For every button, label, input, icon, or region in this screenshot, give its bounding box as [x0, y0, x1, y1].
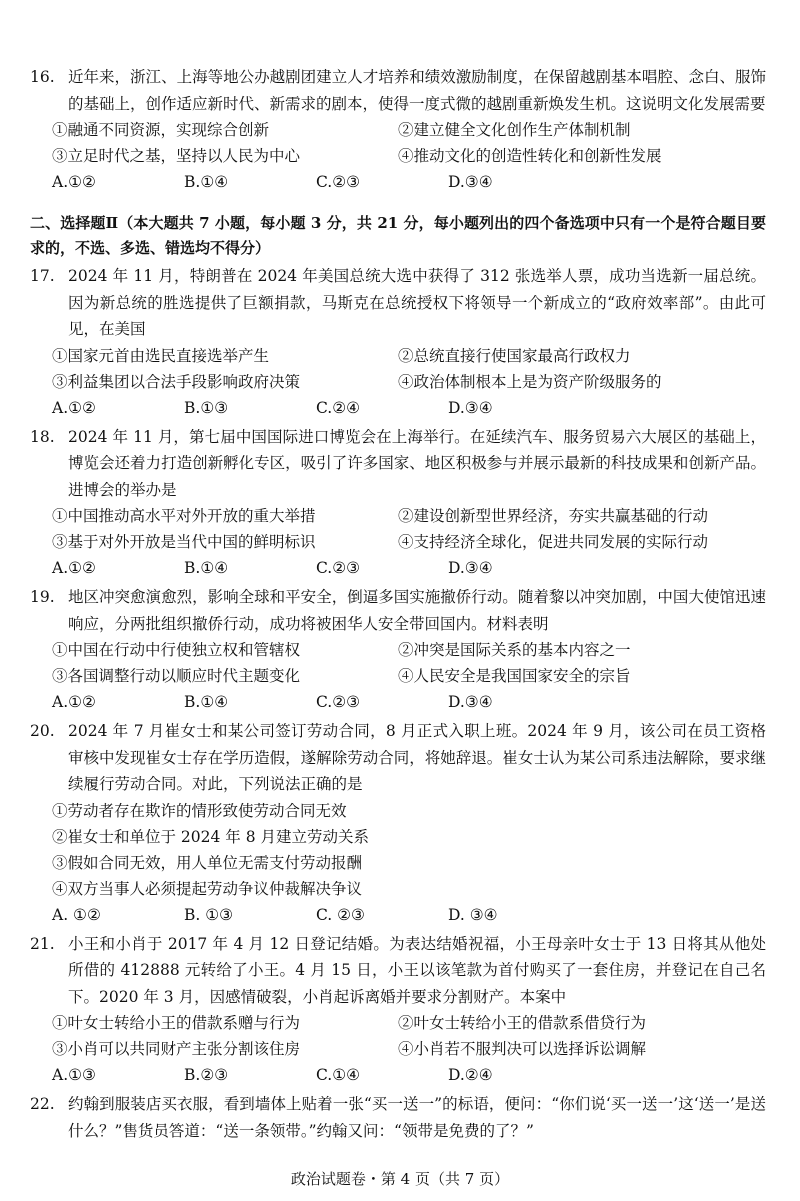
answer-c: C.②③	[316, 559, 361, 577]
question-number: 21.	[30, 934, 55, 953]
answer-d: D.③④	[448, 398, 493, 417]
answer-b: B.①④	[184, 173, 229, 191]
answer-c: C. ②③	[316, 905, 365, 924]
answer-d: D.③④	[448, 559, 493, 577]
question-number: 22.	[30, 1095, 55, 1113]
answer-b: B.①④	[184, 559, 229, 577]
answer-b: B. ①③	[184, 905, 234, 924]
question-number: 19.	[30, 588, 55, 606]
question-stem: 近年来，浙江、上海等地公办越剧团建立人才培养和绩效激励制度，在保留越剧基本唱腔、念白、服饰的基础上，创作适应新时代、新需求的剧本，使得一度式微的越剧重新焕发生机。这说明文化发展需要	[68, 68, 766, 113]
question-stem: 2024 年 7 月崔女士和某公司签订劳动合同，8 月正式入职上班。2024 年 9 月，该公司在员工资格审核中发现崔女士存在学历造假，遂解除劳动合同，将她辞退。崔女士认为某公司系违法解除，要求继续履行劳动合同。对此，下列说法正确的是	[68, 722, 766, 793]
answer-a: A.①②	[52, 559, 96, 577]
option-4: ④推动文化的创造性转化和创新性发展	[398, 147, 662, 165]
option-2: ②冲突是国际关系的基本内容之一	[398, 641, 631, 659]
option-4: ④人民安全是我国国家安全的宗旨	[398, 667, 631, 685]
answer-c: C.②④	[316, 398, 361, 417]
option-3: ③小肖可以共同财产主张分割该住房	[52, 1040, 301, 1058]
answer-d: D.②④	[448, 1066, 493, 1084]
option-3: ③假如合同无效，用人单位无需支付劳动报酬	[52, 853, 363, 872]
page-footer: 政治试题卷・第 4 页（共 7 页）	[290, 1170, 510, 1188]
question-number: 16.	[30, 68, 55, 86]
option-4: ④支持经济全球化，促进共同发展的实际行动	[398, 533, 709, 551]
question-stem: 2024 年 11 月，第七届中国国际进口博览会在上海举行。在延续汽车、服务贸易六大展区的基础上，博览会还着力打造创新孵化专区，吸引了许多国家、地区积极参与并展示最新的科技成果和创新产品。进博会的举办是	[68, 427, 766, 499]
option-1: ①中国推动高水平对外开放的重大举措	[52, 507, 316, 525]
option-2: ②总统直接行使国家最高行政权力	[398, 346, 631, 365]
option-4: ④小肖若不服判决可以选择诉讼调解	[398, 1040, 647, 1058]
question-17	[30, 263, 766, 421]
option-3: ③各国调整行动以顺应时代主题变化	[52, 667, 301, 685]
option-3: ③利益集团以合法手段影响政府决策	[52, 372, 301, 391]
answer-d: D. ③④	[448, 905, 498, 924]
question-19	[30, 584, 766, 715]
option-2: ②建立健全文化创作生产体制机制	[398, 121, 631, 139]
answer-a: A.①③	[52, 1066, 96, 1084]
answer-d: D.③④	[448, 173, 493, 191]
question-number: 18.	[30, 427, 55, 446]
question-stem: 2024 年 11 月，特朗普在 2024 年美国总统大选中获得了 312 张选举人票，成功当选新一届总统。因为新总统的胜选提供了巨额捐款，马斯克在总统授权下将领导一个新成立的“政府效率部”。由此可见，在美国	[68, 267, 766, 338]
answer-a: A.①②	[52, 173, 96, 191]
question-16	[30, 64, 766, 195]
answer-a: A.①②	[52, 398, 96, 417]
question-18	[30, 424, 766, 582]
question-stem: 约翰到服装店买衣服，看到墙体上贴着一张“买一送一”的标语，便问：“你们说‘买一送一’这‘送一’是送什么？”售货员答道：“送一条领带。”约翰又问：“领带是免费的了？”	[68, 1095, 766, 1140]
question-stem: 地区冲突愈演愈烈，影响全球和平安全，倒逼多国实施撤侨行动。随着黎以冲突加剧，中国大使馆迅速响应，分两批组织撤侨行动，成功将被困华人安全带回国内。材料表明	[68, 588, 766, 633]
question-20	[30, 718, 766, 928]
option-1: ①中国在行动中行使独立权和管辖权	[52, 641, 301, 659]
option-1: ①叶女士转给小王的借款系赠与行为	[52, 1014, 301, 1032]
option-2: ②叶女士转给小王的借款系借贷行为	[398, 1014, 647, 1032]
question-number: 17.	[30, 267, 55, 285]
option-2: ②建设创新型世界经济，夯实共赢基础的行动	[398, 507, 709, 525]
answer-a: A.①②	[52, 693, 96, 711]
answer-c: C.①④	[316, 1066, 361, 1084]
option-3: ③基于对外开放是当代中国的鲜明标识	[52, 533, 316, 551]
answer-c: C.②③	[316, 173, 361, 191]
option-2: ②崔女士和单位于 2024 年 8 月建立劳动关系	[52, 827, 370, 846]
answer-b: B.①④	[184, 693, 229, 711]
option-1: ①融通不同资源，实现综合创新	[52, 121, 270, 139]
option-4: ④政治体制根本上是为资产阶级服务的	[398, 372, 662, 391]
option-1: ①劳动者存在欺诈的情形致使劳动合同无效	[52, 801, 347, 820]
answer-c: C.②③	[316, 693, 361, 711]
question-22	[30, 1091, 766, 1144]
option-1: ①国家元首由选民直接选举产生	[52, 346, 270, 365]
answer-b: B.②③	[184, 1066, 229, 1084]
option-4: ④双方当事人必须提起劳动争议仲裁解决争议	[52, 879, 363, 898]
answer-a: A. ①②	[52, 905, 101, 924]
answer-d: D.③④	[448, 693, 493, 711]
answer-b: B.①③	[184, 398, 229, 417]
question-number: 20.	[30, 722, 55, 740]
option-3: ③立足时代之基，坚持以人民为中心	[52, 147, 301, 165]
section-heading: 二、选择题Ⅱ（本大题共 7 小题，每小题 3 分，共 21 分，每小题列出的四个备选项中只有一个是符合题目要求的，不选、多选、错选均不得分）	[30, 214, 766, 257]
question-stem: 小王和小肖于 2017 年 4 月 12 日登记结婚。为表达结婚祝福，小王母亲叶女士于 13 日将其从他处所借的 412888 元转给了小王。4 月 15 日，小王以该笔款为首付购买了一套住房，并登记在自己名下。2020 年 3 月，因感情破裂，小肖起诉离婚并要求分割财产。本案中	[68, 934, 766, 1006]
question-21	[30, 931, 766, 1089]
